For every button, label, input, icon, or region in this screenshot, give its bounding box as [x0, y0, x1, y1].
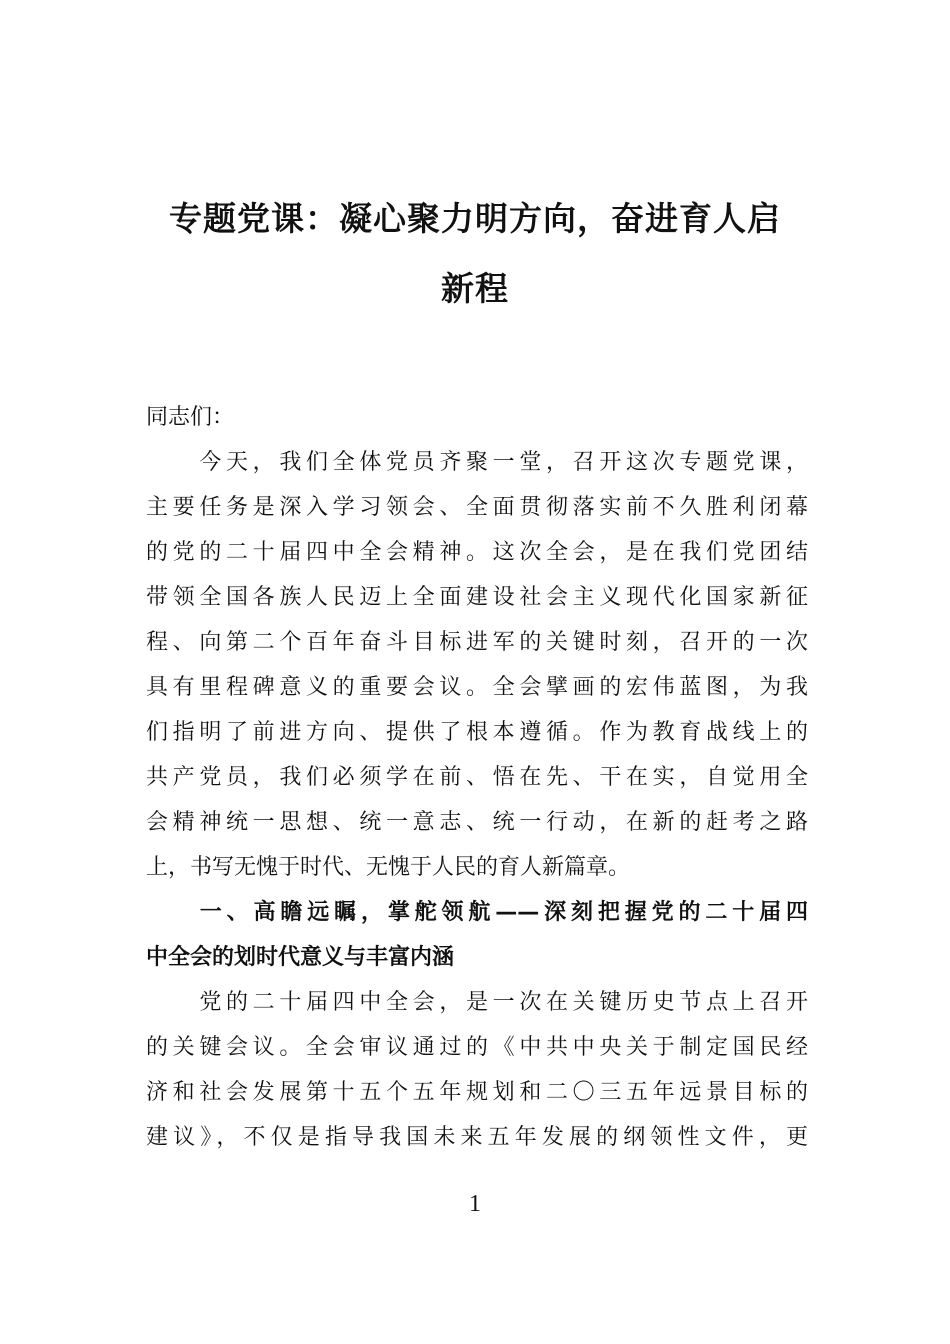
- paragraph-line: 主要任务是深入学习领会、全面贯彻落实前不久胜利闭幕: [146, 495, 808, 520]
- paragraph-line: 的党的二十届四中全会精神。这次全会，是在我们党团结: [146, 540, 808, 565]
- section-heading-line: 中全会的划时代意义与丰富内涵: [146, 945, 455, 970]
- salutation: 同志们：: [146, 405, 235, 430]
- paragraph-line: 们指明了前进方向、提供了根本遵循。作为教育战线上的: [146, 720, 808, 745]
- document-title-line-1: 专题党课：凝心聚力明方向，奋进育人启: [169, 199, 781, 238]
- paragraph-line: 会精神统一思想、统一意志、统一行动，在新的赶考之路: [146, 810, 808, 835]
- paragraph-line: 上，书写无愧于时代、无愧于人民的育人新篇章。: [146, 855, 631, 880]
- document-title-line-2: 新程: [441, 269, 509, 308]
- page-number: 1: [469, 1191, 481, 1217]
- section-heading-line: 一、高瞻远瞩，掌舵领航——深刻把握党的二十届四: [146, 900, 808, 925]
- paragraph-line: 共产党员，我们必须学在前、悟在先、干在实，自觉用全: [146, 765, 808, 790]
- paragraph-line: 今天，我们全体党员齐聚一堂，召开这次专题党课，: [146, 450, 808, 475]
- paragraph-line: 程、向第二个百年奋斗目标进军的关键时刻，召开的一次: [146, 630, 808, 655]
- paragraph-line: 济和社会发展第十五个五年规划和二〇三五年远景目标的: [146, 1080, 808, 1105]
- paragraph-line: 建议》，不仅是指导我国未来五年发展的纲领性文件，更: [146, 1125, 808, 1150]
- paragraph-line: 党的二十届四中全会，是一次在关键历史节点上召开: [146, 990, 808, 1015]
- paragraph-line: 带领全国各族人民迈上全面建设社会主义现代化国家新征: [146, 585, 808, 610]
- paragraph-line: 的关键会议。全会审议通过的《中共中央关于制定国民经: [146, 1035, 808, 1060]
- paragraph-line: 具有里程碑意义的重要会议。全会擘画的宏伟蓝图，为我: [146, 675, 808, 700]
